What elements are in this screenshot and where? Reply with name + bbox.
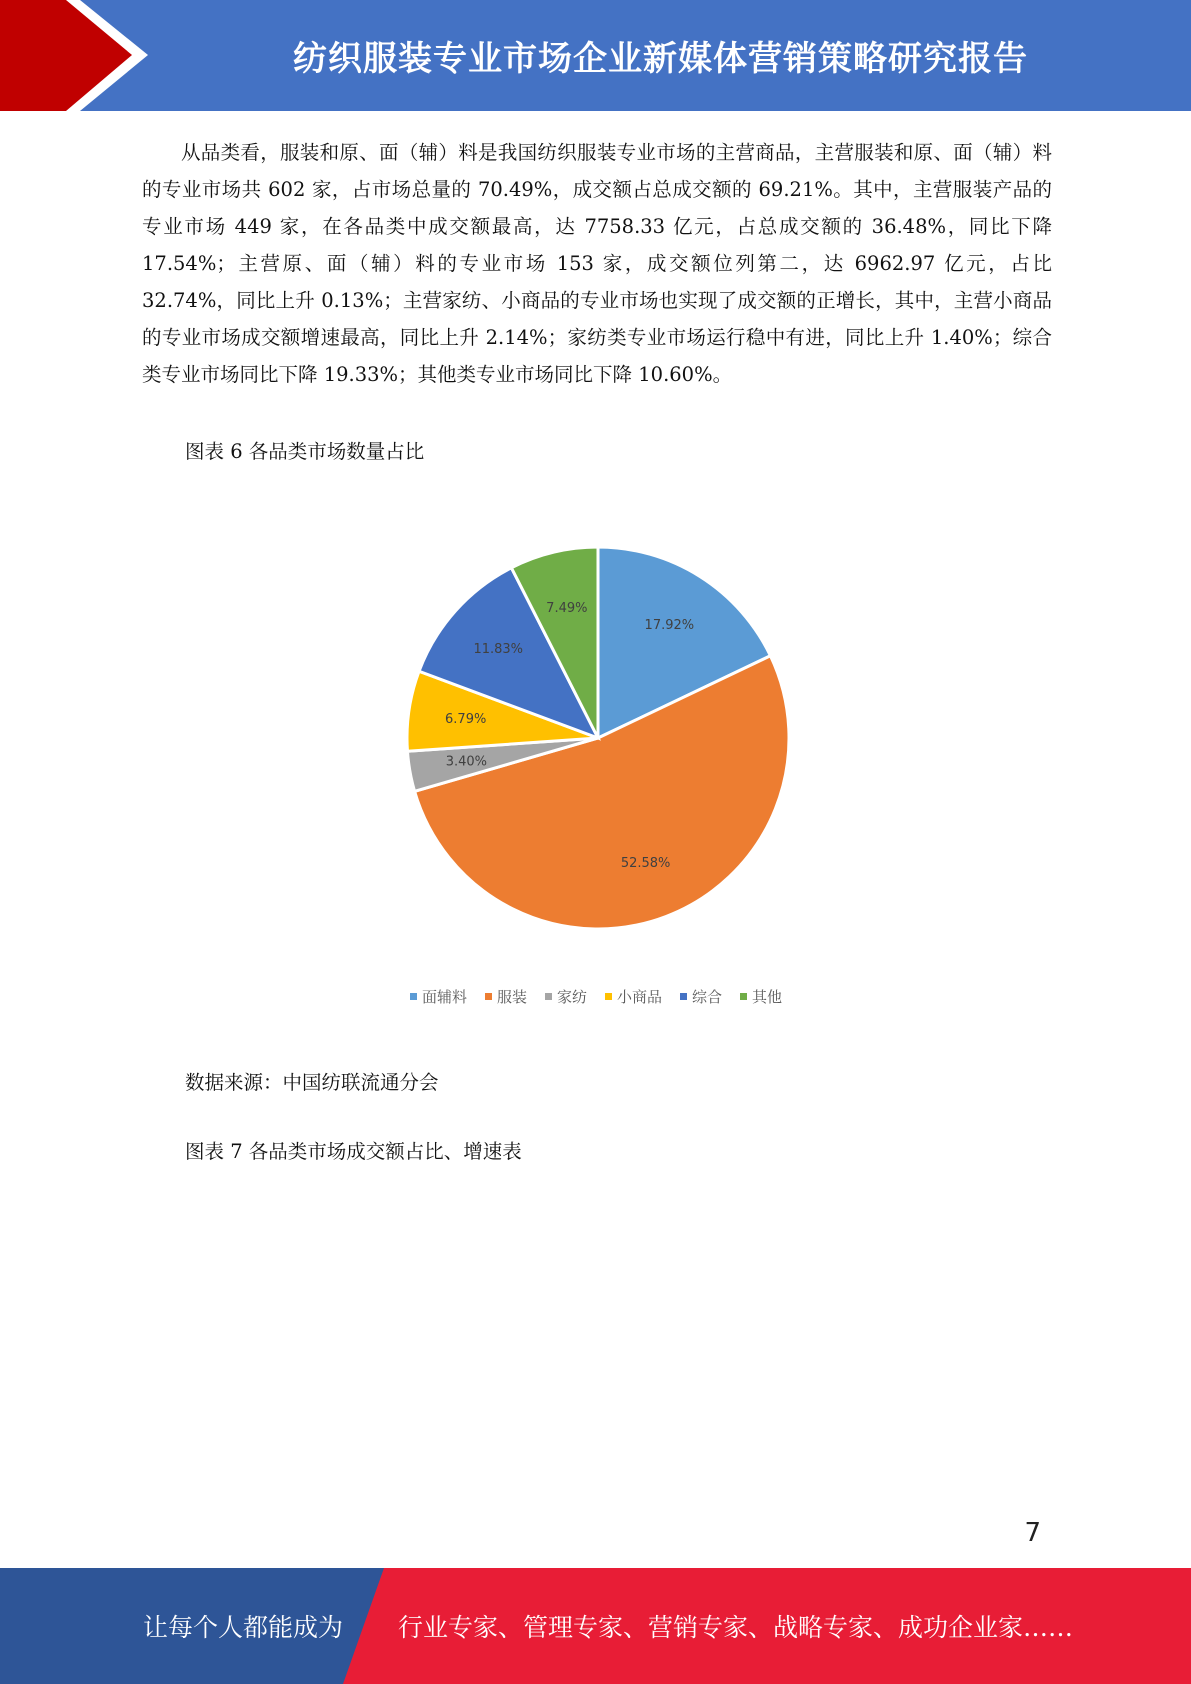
chart-legend [140, 986, 1052, 1007]
figure-6-caption: 图表 6 各品类市场数量占比 [185, 440, 425, 463]
data-source: 数据来源：中国纺联流通分会 [185, 1071, 439, 1094]
figure-7-caption: 图表 7 各品类市场成交额占比、增速表 [185, 1140, 522, 1163]
legend-item-综合 [680, 986, 722, 1007]
legend-swatch [740, 993, 747, 1000]
legend-label: 综合 [692, 988, 723, 1006]
footer-slogan-right: 行业专家、管理专家、营销专家、战略专家、成功企业家…… [398, 1613, 1074, 1642]
report-title: 纺织服装专业市场企业新媒体营销策略研究报告 [293, 39, 1028, 79]
page-header [0, 0, 1191, 111]
legend-item-其他 [740, 986, 782, 1007]
legend-item-小商品 [605, 986, 662, 1007]
legend-swatch [545, 993, 552, 1000]
page-footer [0, 1568, 1191, 1684]
header-arrow-decoration [0, 0, 220, 111]
body-paragraph [142, 134, 1052, 393]
legend-item-服装 [485, 986, 527, 1007]
data-label-小商品: 6.79% [445, 711, 487, 727]
data-label-家纺: 3.40% [445, 754, 488, 770]
legend-label: 小商品 [617, 988, 663, 1006]
legend-swatch [605, 993, 612, 1000]
legend-item-家纺 [545, 986, 587, 1007]
legend-label: 其他 [752, 988, 783, 1006]
legend-swatch [485, 993, 492, 1000]
data-label-综合: 11.83% [473, 641, 524, 657]
legend-label: 服装 [496, 988, 527, 1006]
data-label-服装: 52.58% [620, 855, 671, 871]
paragraph-text: 从品类看，服装和原、面（辅）料是我国纺织服装专业市场的主营商品，主营服装和原、面（辅）料的专业市场共 602 家，占市场总量的 70.49%，成交额占总成交额的 69.21%。其中，主营服装产品的专业市场 449 家，在各品类中成交额最高，达 7758.33 亿元，占总成交额的 36.48%，同比下降 17.54%；主营原、面（辅）料的专业市场 153 家，成交额位列第二，达 6962.97 亿元，占比 32.74%，同比上升 0.13%；主营家纺、小商品的专业市场也实现了成交额的正增长，其中，主营小商品的专业市场成交额增速最高，同比上升 2.14%；家纺类专业市场运行稳中有进，同比上升 1.40%；综合类专业市场同比下降 19.33%；其他类专业市场同比下降 10.60%。 [142, 141, 1052, 386]
legend-label: 面辅料 [421, 988, 467, 1006]
data-label-面辅料: 17.92% [644, 617, 695, 633]
legend-label: 家纺 [556, 988, 587, 1006]
footer-slogan-left: 让每个人都能成为 [143, 1613, 344, 1642]
pie-chart [140, 505, 1052, 1025]
page-number: 7 [1024, 1518, 1041, 1548]
legend-swatch [680, 993, 687, 1000]
pie-chart-svg [140, 505, 1052, 975]
legend-swatch [410, 993, 417, 1000]
data-label-其他: 7.49% [546, 600, 588, 616]
legend-item-面辅料 [410, 986, 467, 1007]
